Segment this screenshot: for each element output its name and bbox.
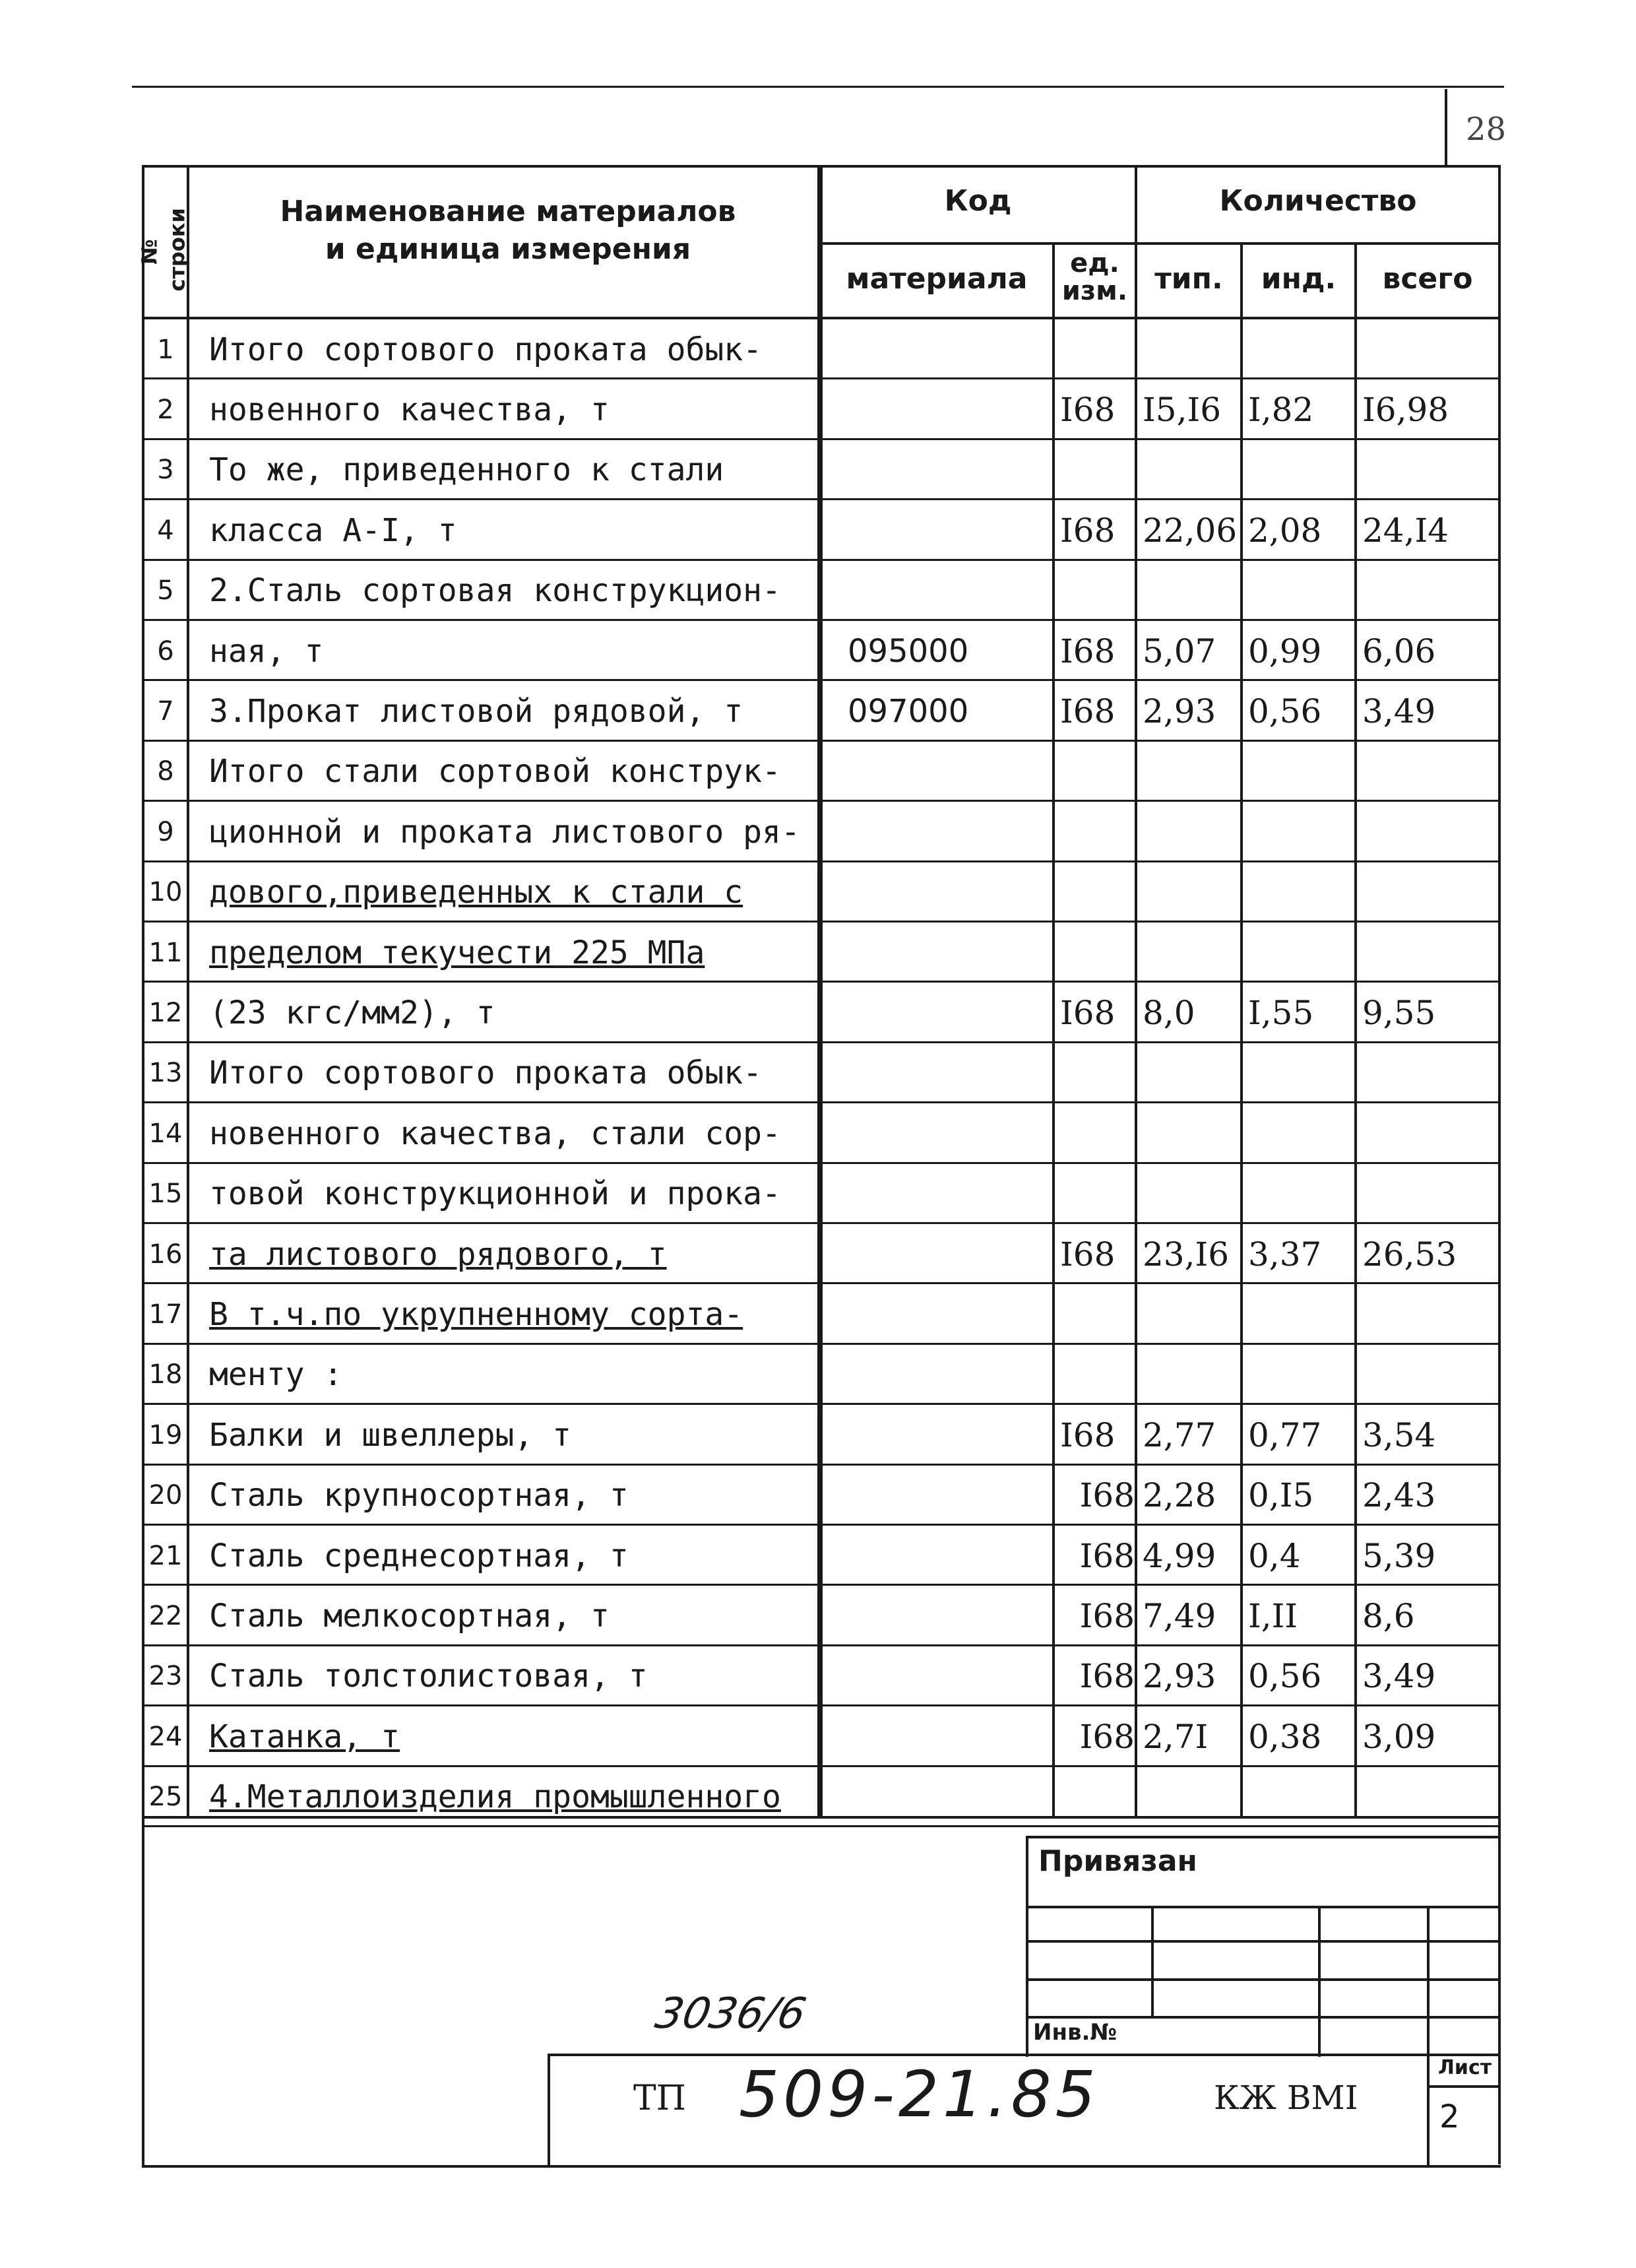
material-code: [823, 382, 1077, 437]
material-code: [823, 443, 1077, 498]
row-number: 2: [157, 395, 174, 426]
qty-total: [1357, 1167, 1503, 1221]
row-separator: [142, 1584, 1501, 1586]
row-number: 9: [157, 816, 174, 847]
row-number: 6: [157, 635, 174, 666]
header-total: всего: [1382, 262, 1473, 296]
material-code: [823, 804, 1077, 859]
inv-label: Инв.№: [1033, 2019, 1117, 2046]
qty-typ: 2,93: [1143, 692, 1216, 731]
qty-total: [1357, 1046, 1503, 1101]
qty-ind: I,55: [1248, 994, 1314, 1033]
qty-ind: [1243, 443, 1360, 498]
qty-total: [1357, 804, 1503, 859]
unit-code: [1055, 322, 1140, 377]
bound-grid-col-2: [1318, 1906, 1321, 2057]
material-name: Сталь толстолистовая, т: [209, 1658, 648, 1695]
material-code: [823, 503, 1077, 558]
material-code: [823, 1347, 1077, 1402]
material-name: та листового рядового, т: [209, 1235, 667, 1273]
row-separator: [142, 438, 1501, 440]
material-code: [823, 1287, 1077, 1342]
header-row-number: № строки: [137, 208, 189, 292]
material-code: [823, 1770, 1077, 1825]
qty-ind: [1243, 804, 1360, 859]
qty-typ: 2,7I: [1143, 1717, 1209, 1756]
unit-code: [1055, 1287, 1140, 1342]
row-number: 15: [148, 1179, 183, 1210]
row-number: 18: [148, 1359, 183, 1390]
header-typ: тип.: [1154, 262, 1223, 296]
qty-typ: [1137, 804, 1245, 859]
qty-ind: [1243, 1106, 1360, 1161]
row-separator: [142, 1343, 1501, 1345]
qty-ind: 0,38: [1248, 1717, 1322, 1756]
header-name-line1: Наименование материалов: [280, 195, 736, 228]
material-name: новенного качества, стали сор-: [209, 1115, 781, 1152]
row-number: 24: [148, 1721, 183, 1752]
qty-ind: 0,56: [1248, 1657, 1322, 1696]
unit-code: I68: [1079, 1476, 1135, 1515]
unit-code: I68: [1060, 391, 1116, 430]
unit-code: I68: [1079, 1597, 1135, 1636]
qty-typ: [1137, 744, 1245, 799]
header-ind: инд.: [1261, 262, 1337, 296]
material-code: [823, 1709, 1077, 1764]
row-number: 5: [157, 575, 174, 606]
row-separator: [142, 1041, 1501, 1043]
qty-ind: [1243, 322, 1360, 377]
qty-total: 24,I4: [1362, 511, 1449, 550]
qty-total: 3,49: [1362, 692, 1436, 731]
row-separator: [142, 1222, 1501, 1224]
material-code: [823, 1649, 1077, 1704]
qty-typ: [1137, 865, 1245, 920]
row-separator: [142, 800, 1501, 802]
row-number: 21: [148, 1540, 183, 1571]
row-separator: [142, 1524, 1501, 1526]
material-name: ционной и проката листового ря-: [209, 813, 800, 851]
qty-total: 3,54: [1362, 1415, 1436, 1454]
unit-code: [1055, 744, 1140, 799]
unit-code: [1055, 564, 1140, 618]
qty-typ: [1137, 322, 1245, 377]
qty-typ: [1137, 1106, 1245, 1161]
row-separator: [142, 1101, 1501, 1103]
row-separator: [142, 619, 1501, 621]
sheet-label: Лист: [1438, 2056, 1492, 2079]
unit-code: I68: [1060, 994, 1116, 1033]
bound-box-left: [1026, 1836, 1028, 2057]
qty-typ: 7,49: [1143, 1597, 1216, 1636]
material-name: новенного качества, т: [209, 391, 610, 429]
header-unit: [1055, 249, 1135, 305]
material-code: [823, 1106, 1077, 1161]
unit-code: I68: [1079, 1717, 1135, 1756]
row-separator: [142, 559, 1501, 561]
material-name: Итого сортового проката обык-: [209, 331, 763, 368]
material-name: То же, приведенного к стали: [209, 451, 724, 489]
qty-total: [1357, 1287, 1503, 1342]
row-number: 19: [148, 1419, 183, 1450]
qty-ind: I,II: [1248, 1597, 1298, 1636]
qty-typ: 23,I6: [1143, 1235, 1230, 1274]
qty-ind: 0,77: [1248, 1415, 1322, 1454]
unit-code: [1055, 1046, 1140, 1101]
material-code: [823, 1528, 1077, 1583]
qty-total: 3,49: [1362, 1657, 1436, 1696]
row-number: 8: [157, 756, 174, 787]
row-separator: [142, 860, 1501, 862]
qty-ind: [1243, 1347, 1360, 1402]
qty-ind: I,82: [1248, 391, 1314, 430]
unit-code: I68: [1060, 632, 1116, 670]
qty-typ: 4,99: [1143, 1536, 1216, 1575]
material-name: класса А-I, т: [209, 511, 457, 549]
qty-total: 9,55: [1362, 994, 1436, 1033]
material-name: товой конструкционной и прока-: [209, 1175, 781, 1213]
material-code: 095000: [848, 632, 969, 670]
material-code: [823, 925, 1077, 980]
material-code: [823, 1167, 1077, 1221]
qty-ind: [1243, 744, 1360, 799]
qty-ind: 3,37: [1248, 1235, 1322, 1274]
material-name: Сталь крупносортная, т: [209, 1477, 629, 1514]
handwritten-number: 3036/6: [651, 1990, 811, 2038]
qty-total: 5,39: [1362, 1536, 1436, 1575]
material-code: [823, 1227, 1077, 1281]
header-mid-line: [821, 242, 1501, 245]
row-separator: [142, 981, 1501, 983]
row-separator: [142, 1282, 1501, 1284]
title-box-top: [548, 2054, 1501, 2056]
qty-typ: 5,07: [1143, 632, 1216, 670]
row-number: 22: [148, 1601, 183, 1632]
unit-code: [1055, 1106, 1140, 1161]
title-box-left: [548, 2054, 550, 2167]
title-box-sheet-divider: [1427, 2054, 1430, 2167]
qty-typ: 8,0: [1143, 994, 1195, 1033]
qty-typ: [1137, 1046, 1245, 1101]
bound-grid-line-4: [1026, 2016, 1501, 2019]
qty-total: [1357, 1770, 1503, 1825]
qty-total: 26,53: [1362, 1235, 1457, 1274]
material-name: Балки и швеллеры, т: [209, 1416, 572, 1454]
row-number: 23: [148, 1661, 183, 1692]
qty-ind: [1243, 1770, 1360, 1825]
header-unit-line1: ед.: [1070, 248, 1119, 278]
material-name: пределом текучести 225 МПа: [209, 934, 705, 971]
header-name: [211, 193, 805, 268]
row-separator: [142, 1644, 1501, 1646]
row-number: 14: [148, 1118, 183, 1149]
top-border-line: [132, 86, 1504, 88]
qty-ind: [1243, 564, 1360, 618]
material-name: 2.Сталь сортовая конструкцион-: [209, 572, 781, 610]
qty-total: [1357, 322, 1503, 377]
qty-total: [1357, 1347, 1503, 1402]
unit-code: I68: [1060, 1415, 1116, 1454]
sheet-number-divider: [1445, 89, 1447, 165]
qty-ind: 0,I5: [1248, 1476, 1314, 1515]
material-code: 097000: [848, 693, 969, 730]
qty-total: 6,06: [1362, 632, 1436, 670]
sheet-value: 2: [1439, 2098, 1460, 2135]
row-separator: [142, 921, 1501, 923]
header-code: Код: [944, 184, 1012, 218]
qty-typ: 2,93: [1143, 1657, 1216, 1696]
bound-grid-col-3: [1427, 1906, 1430, 2057]
row-number: 13: [148, 1058, 183, 1089]
row-separator: [142, 740, 1501, 742]
material-name: Сталь мелкосортная, т: [209, 1598, 610, 1635]
project-number: 509-21.85: [739, 2057, 1100, 2131]
material-name: Сталь среднесортная, т: [209, 1537, 629, 1574]
bound-grid-line-1: [1026, 1906, 1501, 1908]
material-name: ная, т: [209, 632, 324, 670]
qty-ind: 2,08: [1248, 511, 1322, 550]
header-material: материала: [846, 262, 1028, 296]
doc-code: КЖ ВМI: [1214, 2079, 1358, 2117]
row-separator: [142, 498, 1501, 500]
qty-ind: 0,56: [1248, 692, 1322, 731]
unit-code: [1055, 865, 1140, 920]
qty-typ: 22,06: [1143, 511, 1238, 550]
unit-code: [1055, 804, 1140, 859]
row-number: 10: [148, 877, 183, 908]
row-number: 1: [157, 334, 174, 365]
unit-code: [1055, 1167, 1140, 1221]
material-name: менту :: [209, 1356, 343, 1394]
material-name: Итого сортового проката обык-: [209, 1054, 763, 1092]
row-number: 11: [148, 937, 183, 968]
header-quantity: Количество: [1219, 184, 1417, 218]
qty-total: 3,09: [1362, 1717, 1436, 1756]
material-name: Катанка, т: [209, 1718, 400, 1755]
row-number: 3: [157, 455, 174, 486]
row-separator: [142, 1403, 1501, 1405]
qty-total: [1357, 925, 1503, 980]
qty-typ: I5,I6: [1143, 391, 1222, 430]
material-code: [823, 865, 1077, 920]
bound-label: Привязан: [1038, 1844, 1197, 1878]
stamp-left-border: [142, 1818, 144, 2168]
qty-total: I6,98: [1362, 391, 1449, 430]
row-number: 4: [157, 515, 174, 546]
material-code: [823, 322, 1077, 377]
qty-typ: [1137, 925, 1245, 980]
qty-ind: [1243, 1287, 1360, 1342]
qty-total: [1357, 443, 1503, 498]
qty-typ: 2,28: [1143, 1476, 1216, 1515]
bound-grid-col-1: [1151, 1906, 1154, 2018]
row-separator: [142, 377, 1501, 379]
qty-typ: [1137, 443, 1245, 498]
qty-total: [1357, 564, 1503, 618]
unit-code: I68: [1060, 1235, 1116, 1274]
qty-total: [1357, 865, 1503, 920]
material-code: [823, 744, 1077, 799]
qty-ind: [1243, 925, 1360, 980]
material-code: [823, 564, 1077, 618]
header-name-line2: и единица измерения: [325, 232, 691, 267]
row-number: 17: [148, 1299, 183, 1330]
qty-ind: 0,4: [1248, 1536, 1301, 1575]
sheet-label-divider: [1427, 2085, 1501, 2088]
bound-grid-line-3: [1026, 1978, 1501, 1981]
qty-total: 8,6: [1362, 1597, 1415, 1636]
row-separator: [142, 1704, 1501, 1706]
qty-typ: [1137, 1347, 1245, 1402]
unit-code: [1055, 1770, 1141, 1825]
unit-code: [1055, 1347, 1140, 1402]
material-name: Итого стали сортовой конструк-: [209, 753, 781, 791]
row-number: 12: [148, 998, 183, 1029]
qty-ind: 0,99: [1248, 632, 1322, 670]
qty-typ: [1137, 1287, 1245, 1342]
qty-total: [1357, 1106, 1503, 1161]
unit-code: I68: [1060, 511, 1116, 550]
unit-code: I68: [1079, 1657, 1135, 1696]
material-name: В т.ч.по укрупненному сорта-: [209, 1296, 743, 1334]
material-code: [823, 1408, 1077, 1462]
material-name: 3.Прокат листовой рядовой, т: [209, 693, 743, 730]
row-number: 25: [148, 1782, 183, 1813]
material-code: [823, 985, 1077, 1040]
row-separator: [142, 679, 1501, 681]
qty-total: 2,43: [1362, 1476, 1436, 1515]
qty-typ: 2,77: [1143, 1415, 1216, 1454]
stamp-bottom-border: [142, 2165, 1501, 2168]
row-number: 20: [148, 1480, 183, 1511]
project-prefix: ТП: [633, 2079, 687, 2118]
material-code: [823, 1468, 1077, 1523]
unit-code: [1055, 443, 1140, 498]
row-separator: [142, 1162, 1501, 1164]
qty-ind: [1243, 1167, 1360, 1221]
qty-typ: [1137, 564, 1245, 618]
row-number: 7: [157, 696, 174, 727]
unit-code: [1055, 925, 1140, 980]
header-unit-line2: изм.: [1061, 276, 1128, 306]
qty-ind: [1243, 865, 1360, 920]
qty-ind: [1243, 1046, 1360, 1101]
material-name: 4.Металлоизделия промышленного: [209, 1778, 781, 1816]
unit-code: I68: [1060, 692, 1116, 731]
material-name: (23 кгс/мм2), т: [209, 994, 495, 1032]
material-name: дового,приведенных к стали с: [209, 874, 743, 911]
sheet-number: 28: [1466, 111, 1507, 148]
row-number: 16: [148, 1239, 183, 1270]
row-separator: [142, 1765, 1501, 1767]
qty-total: [1357, 744, 1503, 799]
qty-typ: [1137, 1770, 1245, 1825]
row-separator: [142, 1464, 1501, 1466]
bound-grid-line-2: [1026, 1940, 1501, 1943]
material-code: [823, 1046, 1077, 1101]
row-separator: [142, 1825, 1501, 1827]
material-code: [823, 1588, 1077, 1643]
unit-code: I68: [1079, 1536, 1135, 1575]
bound-box-top: [1026, 1836, 1501, 1838]
qty-typ: [1137, 1167, 1245, 1221]
